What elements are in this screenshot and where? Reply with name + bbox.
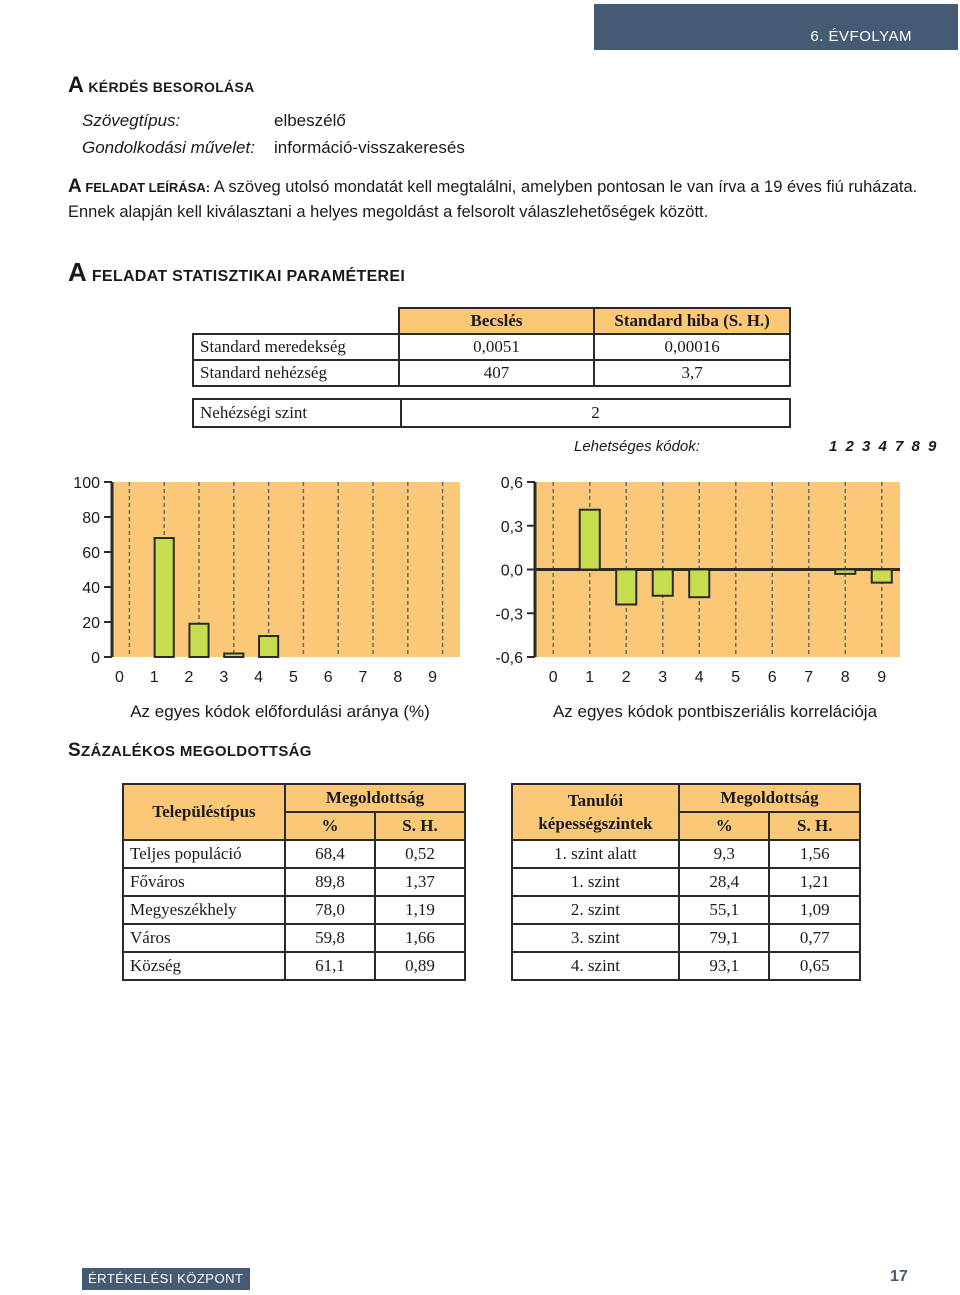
bar (835, 570, 855, 574)
y-tick-label: 0,6 (500, 475, 523, 492)
level-table: Tanulói képességszintek Megoldottság % S. H. 1. szint alatt 9,3 1,56 1. szint 28,4 1,21 2. szint 55,1 1,09 3. szint 79,1 0,77 4. szint 93,1 0,65 (511, 783, 861, 981)
x-tick-label: 0 (548, 669, 558, 686)
x-tick-label: 4 (254, 669, 264, 686)
correlation-chart (490, 462, 910, 732)
bar (155, 538, 174, 657)
bar (616, 570, 636, 605)
y-tick-label: -0,6 (495, 650, 523, 667)
classification-value-text-type: elbeszélő (274, 111, 346, 130)
bar (259, 636, 278, 657)
stats-heading: A FELADAT STATISZTIKAI PARAMÉTEREI (68, 257, 406, 287)
percent-solved-heading: SZÁZALÉKOS MEGOLDOTTSÁG (68, 740, 312, 761)
table-row: 2. szint 55,1 1,09 (512, 896, 860, 924)
level-header-type: Tanulói képességszintek (512, 784, 679, 840)
x-tick-label: 9 (428, 669, 438, 686)
table-row: Város 59,8 1,66 (123, 924, 465, 952)
stats-col-se: Standard hiba (S. H.) (594, 308, 790, 334)
table-row: Megyeszékhely 78,0 1,19 (123, 896, 465, 924)
stats-col-estimate: Becslés (399, 308, 595, 334)
classification-heading: A KÉRDÉS BESOROLÁSA (68, 72, 255, 97)
x-tick-label: 7 (804, 669, 814, 686)
x-tick-label: 8 (393, 669, 403, 686)
x-tick-label: 3 (658, 669, 668, 686)
y-tick-label: 0,0 (500, 562, 523, 580)
level-header-solved: Megoldottság (679, 784, 860, 812)
y-tick-label: 40 (82, 580, 100, 597)
x-tick-label: 1 (149, 669, 159, 686)
x-tick-label: 2 (621, 669, 631, 686)
settlement-header-type: Településtípus (123, 784, 285, 840)
table-row: Teljes populáció 68,4 0,52 (123, 840, 465, 868)
bar (689, 570, 709, 598)
settlement-header-solved: Megoldottság (285, 784, 465, 812)
x-tick-label: 7 (358, 669, 368, 686)
table-row: Község 61,1 0,89 (123, 952, 465, 980)
difficulty-label: Nehézségi szint (193, 399, 401, 427)
table-row: 1. szint 28,4 1,21 (512, 868, 860, 896)
x-tick-label: 8 (840, 669, 850, 686)
x-tick-label: 5 (288, 669, 298, 686)
bar (580, 510, 600, 570)
y-tick-label: 0 (91, 650, 100, 667)
x-tick-label: 0 (114, 669, 124, 686)
chart-title: Az egyes kódok pontbiszeriális korrelációja (552, 702, 878, 721)
footer-label-box (82, 1268, 250, 1290)
x-tick-label: 6 (767, 669, 777, 686)
table-row: 4. szint 93,1 0,65 (512, 952, 860, 980)
y-tick-label: 60 (82, 545, 100, 562)
page-number: 17 (890, 1268, 908, 1285)
settlement-table: Településtípus Megoldottság % S. H. Teljes populáció 68,4 0,52 Főváros 89,8 1,37 Megyeszékhely 78,0 1,19 Város 59,8 1,66 Község 61,1 0,89 (122, 783, 466, 981)
y-tick-label: 80 (82, 510, 100, 527)
codes-value: 1 2 3 4 7 8 9 (829, 438, 939, 455)
table-row: Standard meredekség 0,0051 0,00016 (193, 334, 790, 360)
y-tick-label: 20 (82, 615, 100, 632)
classification-label-text-type: Szövegtípus: (82, 111, 181, 130)
x-tick-label: 2 (184, 669, 194, 686)
difficulty-table (192, 398, 791, 428)
x-tick-label: 9 (877, 669, 887, 686)
classification-label-operation: Gondolkodási művelet: (82, 138, 255, 157)
x-tick-label: 6 (323, 669, 333, 686)
table-row: 1. szint alatt 9,3 1,56 (512, 840, 860, 868)
bar (653, 570, 673, 596)
bar (189, 624, 208, 657)
chart-title: Az egyes kódok előfordulási aránya (%) (130, 702, 430, 721)
classification-value-operation: információ-visszakeresés (274, 138, 465, 157)
bar (224, 654, 243, 658)
bar (872, 570, 892, 583)
codes-label: Lehetséges kódok: (574, 438, 700, 455)
table-row: Főváros 89,8 1,37 (123, 868, 465, 896)
grade-tab (594, 4, 958, 50)
stats-table (192, 307, 791, 387)
x-tick-label: 5 (731, 669, 741, 686)
x-tick-label: 3 (219, 669, 229, 686)
task-description: A FELADAT LEÍRÁSA: A szöveg utolsó mondatát kell megtalálni, amelyben pontosan le van írva a 19 éves fiú ruházata. Ennek alapján kell kiválasztani a helyes megoldást a felsorolt válaszlehetőségek között. (68, 176, 918, 221)
footer-label: ÉRTÉKELÉSI KÖZPONT (88, 1271, 244, 1286)
y-tick-label: 0,3 (500, 518, 523, 536)
grade-label: 6. ÉVFOLYAM (810, 28, 912, 45)
frequency-chart (60, 462, 480, 732)
difficulty-value: 2 (401, 399, 790, 427)
y-tick-label: 100 (73, 475, 100, 492)
table-row: 3. szint 79,1 0,77 (512, 924, 860, 952)
table-row: Standard nehézség 407 3,7 (193, 360, 790, 386)
x-tick-label: 1 (585, 669, 595, 686)
x-tick-label: 4 (694, 669, 704, 686)
y-tick-label: -0,3 (495, 606, 523, 624)
